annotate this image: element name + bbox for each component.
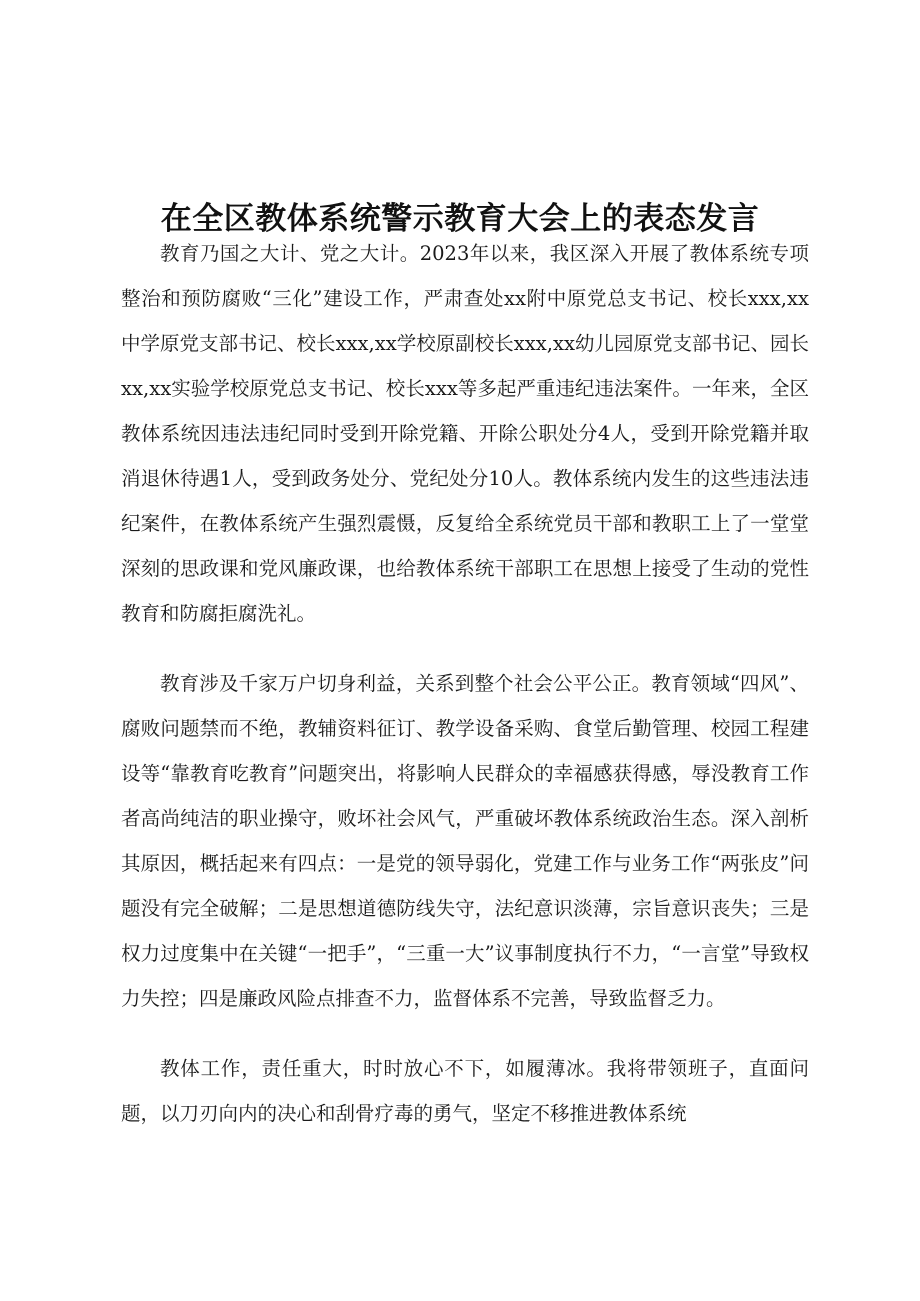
paragraph-2: 教育涉及千家万户切身利益，关系到整个社会公平公正。教育领域“四风”、腐败问题禁而不绝，教辅资料征订、教学设备采购、食堂后勤管理、校园工程建设等“靠教育吃教育”问题突出，将影响人民群众的幸福感获得感，辱没教育工作者高尚纯洁的职业操守，败坏社会风气，严重破坏教体系统政治生态。深入剖析其原因，概括起来有四点：一是党的领导弱化，党建工作与业务工作“两张皮”问题没有完全破解；二是思想道德防线失守，法纪意识淡薄，宗旨意识丧失；三是权力过度集中在关键“一把手”，“三重一大”议事制度执行不力，“一言堂”导致权力失控；四是廉政风险点排查不力，监督体系不完善，导致监督乏力。 [121, 672, 809, 1010]
document-title: 在全区教体系统警示教育大会上的表态发言 [160, 200, 760, 237]
document-body [121, 231, 809, 1161]
paragraph-1: 教育乃国之大计、党之大计。2023年以来，我区深入开展了教体系统专项整治和预防腐败“三化”建设工作，严肃查处xx附中原党总支书记、校长xxx,xx中学原党支部书记、校长xxx,xx学校原副校长xxx,xx幼儿园原党支部书记、园长xx,xx实验学校原党总支书记、校长xxx等多起严重违纪违法案件。一年来，全区教体系统因违法违纪同时受到开除党籍、开除公职处分4人，受到开除党籍并取消退休待遇1人，受到政务处分、党纪处分10人。教体系统内发生的这些违法违纪案件，在教体系统产生强烈震慑，反复给全系统党员干部和教职工上了一堂堂深刻的思政课和党风廉政课，也给教体系统干部职工在思想上接受了生动的党性教育和防腐拒腐洗礼。 [121, 242, 809, 625]
paragraph-3: 教体工作，责任重大，时时放心不下，如履薄冰。我将带领班子，直面问题，以刀刃向内的决心和刮骨疗毒的勇气，坚定不移推进教体系统 [121, 1057, 809, 1125]
